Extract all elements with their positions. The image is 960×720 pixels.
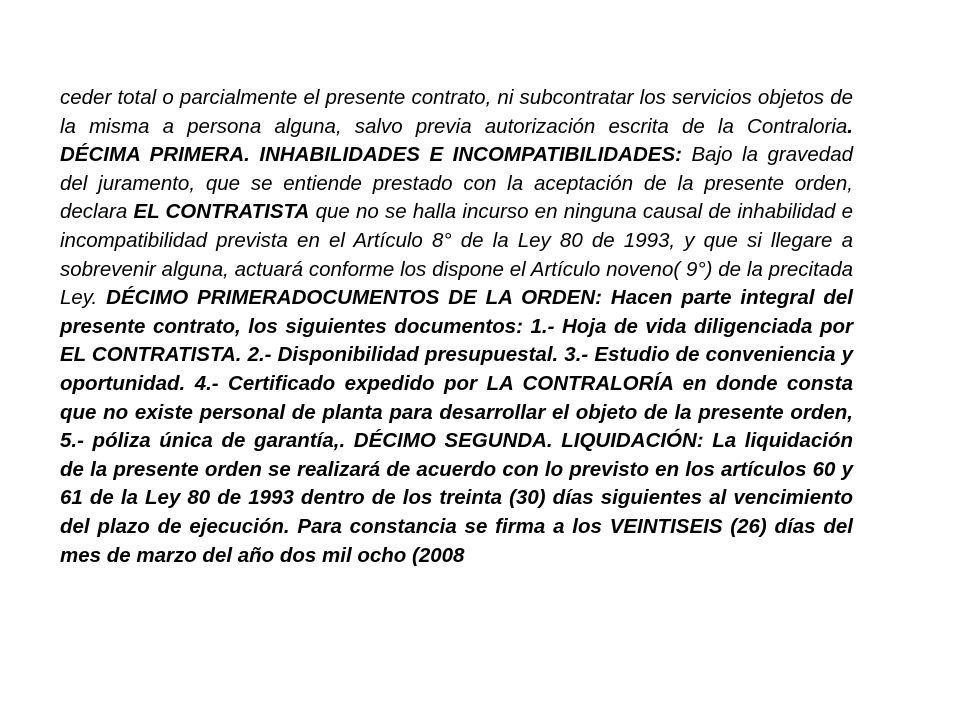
clause-heading-inhabilidades: . DÉCIMA PRIMERA. INHABILIDADES E INCOMPATIBILIDADES:	[60, 114, 853, 167]
text-segment-regular: Bajo la gravedad del juramento, que se entiende prestado con la aceptación de la presente orden, declara	[60, 143, 854, 224]
text-segment-regular: que no se halla incurso en ninguna causal de inhabilidad e incompatibilidad prevista en el Artículo 8° de la Ley 80 de 1993, y que si llegare a sobrevenir alguna, actuará conforme los dispone el Artículo noveno( 9°) de la precitada Ley.	[60, 200, 853, 310]
clause-documentos-liquidacion: DÉCIMO PRIMERADOCUMENTOS DE LA ORDEN: Hacen parte integral del presente contrato, los siguientes documentos: 1.- Hoja de vida diligenciada por EL CONTRATISTA. 2.- Disponibilidad presupuestal. 3.- Estudio de conveniencia y oportunidad. 4.- Certificado expedido por LA CONTRALORÍA en donde consta que no existe personal de planta para desarrollar el objeto de la presente orden, 5.- póliza única de garantía,. DÉCIMO SEGUNDA. LIQUIDACIÓN: La liquidación de la presente orden se realizará de acuerdo con lo previsto en los artículos 60 y 61 de la Ley 80 de 1993 dentro de los treinta (30) días siguientes al vencimiento del plazo de ejecución. Para constancia se firma a los VEINTISEIS (26) días del mes de marzo del año dos mil ocho (2008	[60, 286, 853, 567]
text-segment-regular: ceder total o parcialmente el presente contrato, ni subcontratar los servicios objetos de la misma a persona alguna, salvo previa autorización escrita de la Contraloria	[60, 86, 853, 138]
contract-paragraph	[60, 84, 853, 570]
party-name-contratista: EL CONTRATISTA	[133, 200, 310, 224]
